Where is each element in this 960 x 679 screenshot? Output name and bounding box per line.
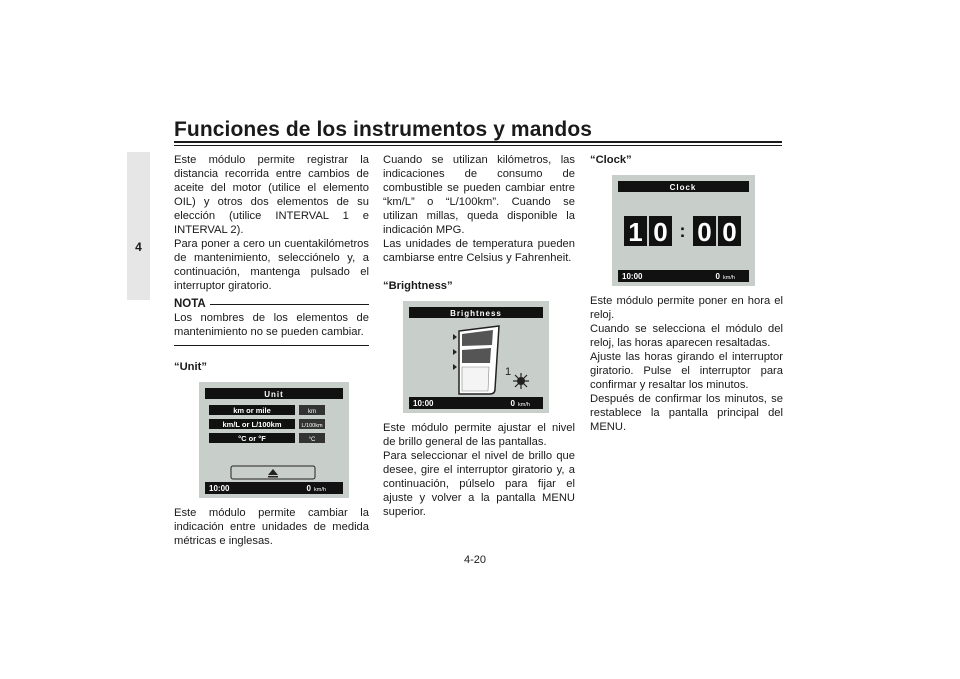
column-2 [383, 153, 575, 519]
clock-separator: : [679, 221, 686, 241]
brightness-speed-unit: km/h [518, 402, 530, 408]
header-rule [174, 141, 782, 143]
brightness-time: 10:00 [413, 399, 434, 408]
clock-title: Clock [669, 183, 697, 192]
chapter-tab [127, 152, 150, 300]
clock-screen-graphic [612, 175, 755, 286]
brightness-screen-graphic [403, 301, 549, 413]
brightness-title: Brightness [450, 309, 502, 318]
brightness-speed: 0 [510, 399, 515, 408]
brightness-heading: “Brightness” [383, 280, 453, 292]
unit-badge-temp: °C [308, 437, 316, 443]
nota-label: NOTA [174, 298, 206, 310]
clock-speed: 0 [715, 272, 720, 281]
paragraph: Después de confirmar los minutos, se restablece la pantalla principal del MENU. [590, 393, 783, 433]
paragraph: Cuando se selecciona el módulo del reloj, las horas aparecen resaltadas. [590, 323, 783, 349]
unit-badge-fuel: L/100km [301, 423, 323, 429]
unit-option-temp: °C or °F [238, 434, 266, 443]
page-title: Funciones de los instrumentos y mandos [174, 118, 593, 141]
paragraph: Ajuste las horas girando el interruptor giratorio. Pulse el interruptor para confirmar y resaltar los minutos. [590, 351, 783, 391]
header-rule-thin [174, 145, 782, 146]
unit-badge-distance: km [308, 409, 316, 415]
clock-hour-digit: 1 [628, 217, 643, 247]
unit-speed: 0 [306, 484, 311, 493]
unit-screen [199, 382, 349, 498]
brightness-screen [403, 301, 549, 413]
unit-heading: “Unit” [174, 361, 207, 373]
unit-title: Unit [264, 390, 284, 399]
paragraph: Este módulo permite cambiar la indicación entre unidades de medida métricas e inglesas. [174, 507, 369, 547]
paragraph: Este módulo permite poner en hora el reloj. [590, 295, 783, 321]
clock-minute-digit: 0 [697, 217, 712, 247]
clock-time: 10:00 [622, 272, 643, 281]
clock-hour-digit: 0 [653, 217, 668, 247]
unit-option-fuel: km/L or L/100km [222, 420, 282, 429]
clock-screen [612, 175, 755, 286]
paragraph: Para seleccionar el nivel de brillo que desee, gire el interruptor giratorio y, a continuación, púlselo para fijar el ajuste y volver a la pantalla MENU superior. [383, 450, 575, 518]
column-1 [174, 153, 369, 548]
chapter-number: 4 [135, 240, 142, 254]
clock-heading: “Clock” [590, 154, 632, 166]
unit-option-distance: km or mile [233, 406, 271, 415]
unit-screen-graphic [199, 382, 349, 498]
paragraph: Las unidades de temperatura pueden cambiarse entre Celsius y Fahrenheit. [383, 238, 575, 264]
sun-icon [513, 373, 529, 389]
unit-speed-unit: km/h [314, 487, 326, 493]
paragraph: Este módulo permite ajustar el nivel de brillo general de las pantallas. [383, 422, 575, 448]
brightness-level: 1 [505, 366, 512, 378]
page-number: 4-20 [464, 554, 487, 566]
clock-speed-unit: km/h [723, 275, 735, 281]
paragraph: Para poner a cero un cuentakilómetros de mantenimiento, selecciónelo y, a continuación, mantenga pulsado el interruptor giratorio. [174, 238, 369, 292]
paragraph: Este módulo permite registrar la distancia recorrida entre cambios de aceite del motor (utilice el elemento OIL) y otros dos elementos de su elección (utilice INTERVAL 1 e INTERVAL 2). [174, 154, 369, 236]
nota-rule [210, 304, 369, 305]
nota-text: Los nombres de los elementos de mantenimiento no se pueden cambiar. [174, 312, 369, 338]
nota-header [174, 297, 369, 311]
paragraph: Cuando se utilizan kilómetros, las indicaciones de consumo de combustible se pueden cambiar entre “km/L” o “L/100km”. Cuando se utilizan millas, queda disponible la indicación MPG. [383, 154, 575, 236]
nota-end-rule [174, 345, 369, 346]
unit-time: 10:00 [209, 484, 230, 493]
clock-minute-digit: 0 [722, 217, 737, 247]
column-3 [590, 153, 783, 434]
